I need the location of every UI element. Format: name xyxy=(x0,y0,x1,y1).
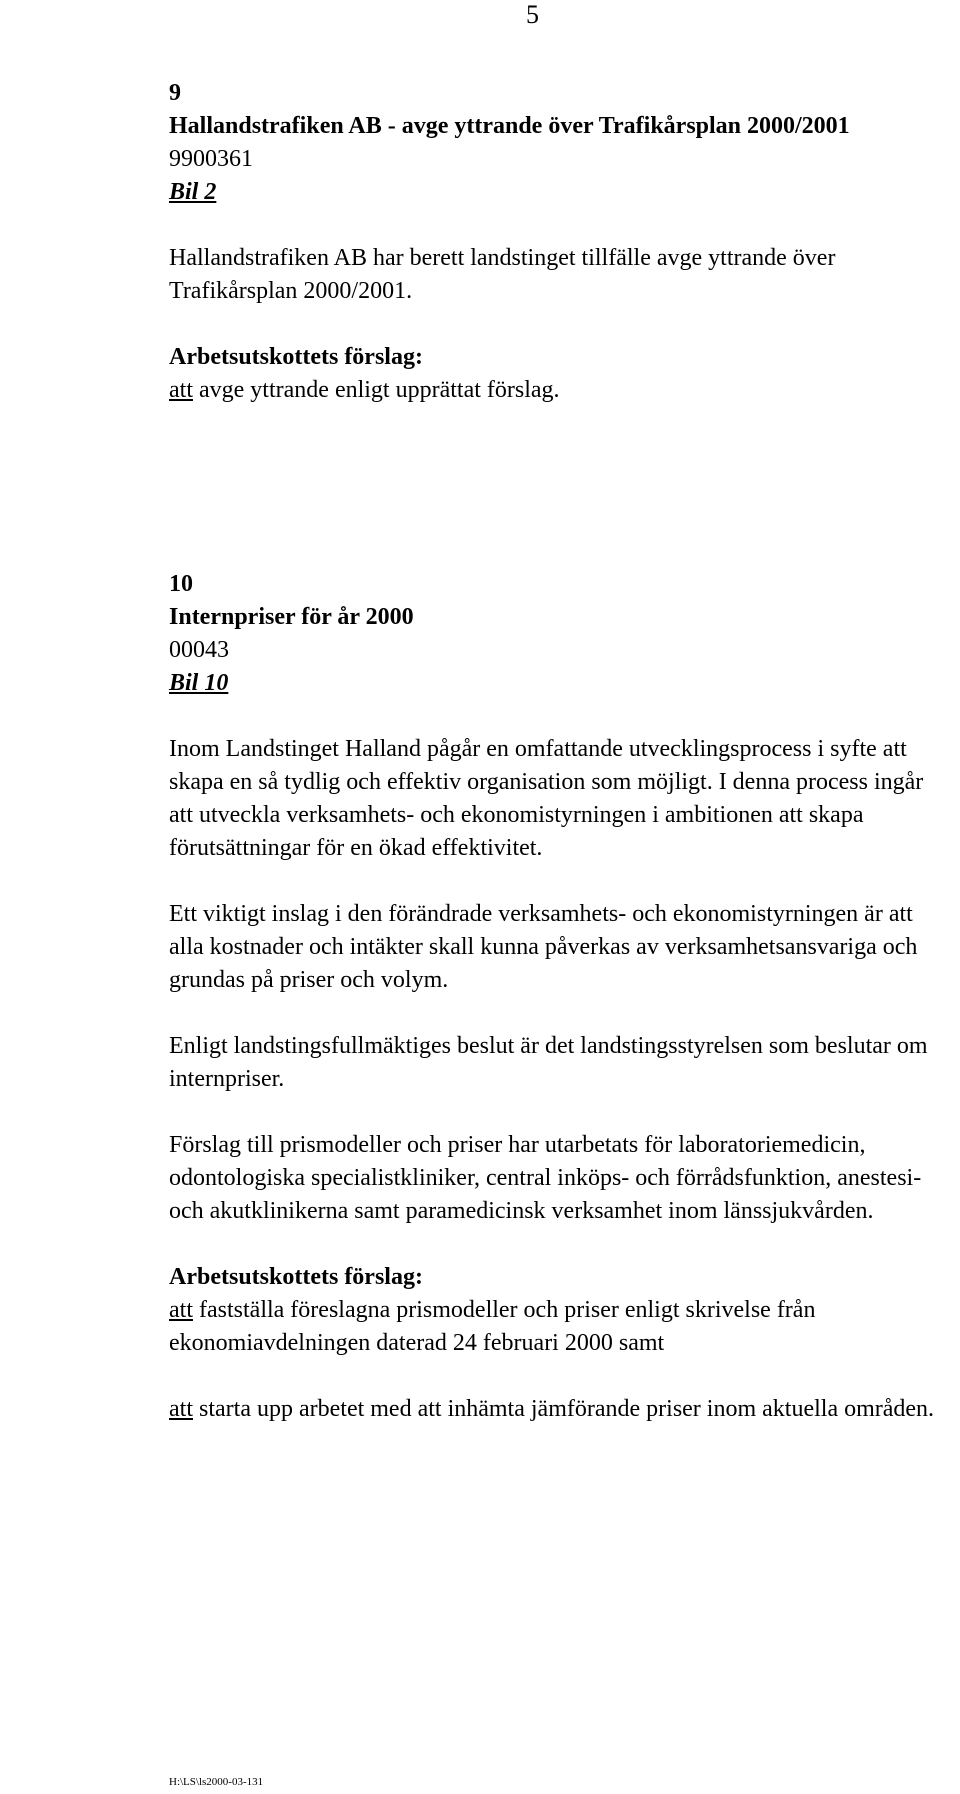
item-title: Internpriser för år 2000 xyxy=(169,604,414,630)
item-number: 9 xyxy=(169,80,181,106)
att-keyword: att xyxy=(169,1396,193,1422)
agenda-item-9 xyxy=(169,77,939,407)
paragraph: Förslag till prismodeller och priser har utarbetats för laboratoriemedicin, odontologiska specialistkliniker, central inköps- och förrådsfunktion, anestesi- och akutklinikerna samt paramedicinsk verksamhet inom länssjukvården. xyxy=(169,1132,922,1224)
proposal-heading: Arbetsutskottets förslag: xyxy=(169,1264,423,1290)
proposal-heading: Arbetsutskottets förslag: xyxy=(169,344,423,370)
file-path-footer: H:\LS\ls2000-03-131 xyxy=(169,1776,264,1788)
item-number: 10 xyxy=(169,571,193,597)
item-body: Hallandstrafiken AB har berett landstinget tillfälle avge yttrande över Trafikårsplan 2000/2001. xyxy=(169,245,836,304)
proposal-line xyxy=(169,374,939,407)
paragraph: Ett viktigt inslag i den förändrade verksamhets- och ekonomistyrningen är att alla kostnader och intäkter skall kunna påverkas av verksamhetsansvariga och grundas på priser och volym. xyxy=(169,901,918,993)
attachment-link[interactable]: Bil 2 xyxy=(169,179,217,205)
paragraph: Enligt landstingsfullmäktiges beslut är det landstingsstyrelsen som beslutar om internpriser. xyxy=(169,1033,928,1092)
proposal-text: avge yttrande enligt upprättat förslag. xyxy=(193,377,560,403)
attachment-link[interactable]: Bil 10 xyxy=(169,670,229,696)
proposal-text: fastställa föreslagna prismodeller och priser enligt skrivelse från ekonomiavdelningen daterad 24 februari 2000 samt xyxy=(169,1297,816,1356)
page-number: 5 xyxy=(526,0,539,29)
att-keyword: att xyxy=(169,1297,193,1323)
case-number: 00043 xyxy=(169,637,229,663)
agenda-item-10 xyxy=(169,568,949,1426)
case-number: 9900361 xyxy=(169,146,253,172)
att-keyword: att xyxy=(169,377,193,403)
proposal-line xyxy=(169,1294,949,1360)
proposal-line xyxy=(169,1393,949,1426)
paragraph: Inom Landstinget Halland pågår en omfattande utvecklingsprocess i syfte att skapa en så tydlig och effektiv organisation som möjligt. I denna process ingår att utveckla verksamhets- och ekonomistyrningen i ambitionen att skapa förutsättningar för en ökad effektivitet. xyxy=(169,736,924,861)
proposal-text: starta upp arbetet med att inhämta jämförande priser inom aktuella områden. xyxy=(193,1396,935,1422)
item-title: Hallandstrafiken AB - avge yttrande över Trafikårsplan 2000/2001 xyxy=(169,113,850,139)
